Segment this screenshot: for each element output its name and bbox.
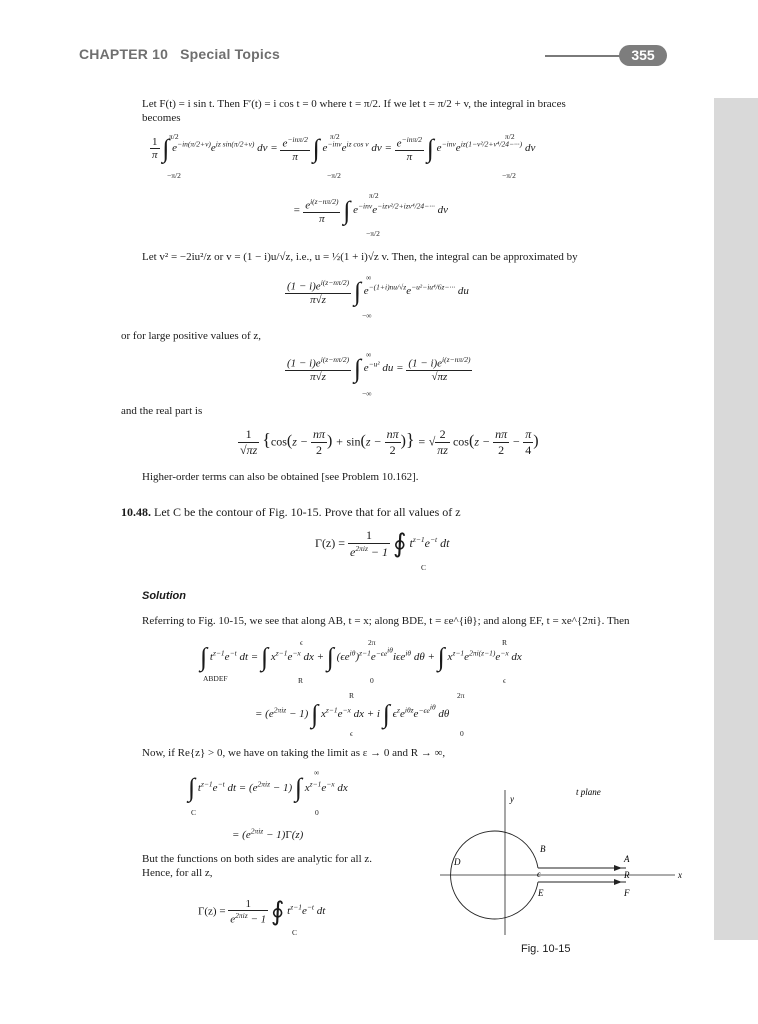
label-e: E bbox=[538, 888, 544, 898]
real-part-text: and the real part is bbox=[121, 405, 203, 417]
final-equation-visual: Γ(z) = $\frac{1}{e^{2\pi iz} - 1}$ ∮ $t^{z-1}e^{-t}$ dt bbox=[198, 896, 326, 926]
let-v-squared-text: Let v² = −2iu²/z or v = (1 − i)u/√z, i.e., u = ½(1 + i)√z v. Then, the integral can be approximated by bbox=[142, 251, 578, 263]
chapter-label: CHAPTER 10 bbox=[79, 46, 169, 62]
abdef-equation-2-visual: = $(e^{2\pi iz} - 1)$ ∫ $x^{z-1}e^{-x}$ dx + i ∫ $\epsilon^ze^{i\theta z}e^{-\epsilon e^{i\theta}}$ dθ bbox=[255, 699, 450, 729]
intro-paragraph bbox=[142, 97, 672, 125]
problem-number: 10.48. bbox=[121, 505, 151, 519]
header-rule bbox=[545, 55, 625, 57]
equation-4-visual: $\frac{(1 - i)e^{i(z-n\pi/2)}}{\pi√z}$ ∫ $e^{-u^2}$ du = $\frac{(1 - i)e^{i(z-n\pi/2)}}{√\pi z}$ bbox=[287, 353, 471, 383]
label-y: y bbox=[510, 794, 514, 804]
limit-equation-2-visual: = $(e^{2\pi iz} - 1)\Gamma(z)$ bbox=[232, 826, 304, 841]
intro-line-1: Let F(t) = i sin t. Then F′(t) = i cos t = 0 where t = π/2. If we let t = π/2 + v, the integral in braces bbox=[142, 98, 566, 110]
arrow-ef bbox=[614, 879, 622, 885]
analytic-line-1: But the functions on both sides are analytic for all z. bbox=[142, 853, 373, 865]
referring-text: Referring to Fig. 10-15, we see that along AB, t = x; along BDE, t = εe^{iθ}; and along EF, t = xe^{2πi}. Then bbox=[142, 615, 630, 627]
eq1a: 1/ bbox=[0, 1000, 1, 1001]
label-d: D bbox=[454, 857, 461, 867]
limit-text: Now, if Re{z} > 0, we have on taking the limit as ε → 0 and R → ∞, bbox=[142, 747, 446, 759]
label-f: F bbox=[624, 888, 630, 898]
page-number: 355 bbox=[619, 45, 667, 66]
equation-1-visual: $\frac{1}{\pi}$ ∫ $e^{-in(\pi/2+v)}e^{iz sin(\pi/2+v)}$ dv = $\frac{e^{-in\pi/2}}{\pi}$ ∫ $e^{-inv}e^{iz cos v}$ dv = $\frac{e^{-in\pi/2}}{\pi}$ ∫ $e^{-inv}e^{iz(1-v^2/2+v^4/24-\cdot\cdot\cdot)}$ dv bbox=[152, 133, 536, 163]
equation-5-visual: $\frac{1}{√\pi z}$ {cos(z − $\frac{n\pi}{2}$ ) + sin(z − $\frac{n\pi}{2}$ )} = √ $\frac{2}{\pi z}$ cos(z − $\frac{n\pi}{2}$ − $\frac{\pi}{4}$ ) bbox=[240, 427, 539, 457]
analytic-line-2: Hence, for all z, bbox=[142, 867, 213, 879]
arrow-ab bbox=[614, 865, 622, 871]
equation-2-visual: = $\frac{e^{i(z-n\pi/2)}}{\pi}$ ∫ $e^{-inv}e^{-izv^2/2+izv^4/24-\cdot\cdot\cdot}$ dv bbox=[293, 195, 449, 225]
large-z-text: or for large positive values of z, bbox=[121, 330, 262, 342]
chapter-header bbox=[79, 46, 280, 62]
figure-caption: Fig. 10-15 bbox=[521, 943, 571, 955]
label-epsilon: ϵ bbox=[537, 869, 541, 879]
label-a: A bbox=[624, 854, 630, 864]
gamma-definition-visual: Γ(z) = $\frac{1}{e^{2\pi iz} - 1}$ ∮ $t^{z-1}e^{-t}$ dt bbox=[315, 528, 450, 559]
figure-10-15 bbox=[430, 780, 690, 940]
problem-statement: Let C be the contour of Fig. 10-15. Prove that for all values of z bbox=[154, 505, 461, 519]
label-x: x bbox=[678, 870, 682, 880]
chapter-topic: Special Topics bbox=[180, 46, 280, 62]
problem-10-48 bbox=[121, 505, 461, 519]
intro-line-2: becomes bbox=[142, 112, 181, 124]
abdef-equation-1-visual: ∫ $t^{z-1}e^{-t}$ dt = ∫ $x^{z-1}e^{-x}$ dx + ∫ $(\epsilon e^{i\theta})^{z-1}e^{-\epsilon e^{i\theta}}i\epsilon e^{i\theta}$ dθ + ∫ $x^{z-1}e^{2\pi i(z-1)}e^{-x}$ dx bbox=[200, 642, 522, 672]
equation-3-visual: $\frac{(1 - i)e^{i(z-n\pi/2)}}{\pi√z}$ ∫ $e^{-(1+i)nu/√z}e^{-u^2-iu^4/6z-\cdot\cdot\cdot}$ du bbox=[287, 276, 469, 306]
label-r: R bbox=[624, 870, 630, 880]
right-margin-band bbox=[714, 98, 758, 940]
label-b: B bbox=[540, 844, 546, 854]
higher-order-text: Higher-order terms can also be obtained [see Problem 10.162]. bbox=[142, 471, 419, 483]
solution-label: Solution bbox=[142, 590, 186, 602]
analytic-paragraph bbox=[142, 852, 432, 880]
plane-label: t plane bbox=[576, 787, 601, 797]
limit-equation-1-visual: ∫ $t^{z-1}e^{-t}$ dt = $(e^{2\pi iz} - 1)$ ∫ $x^{z-1}e^{-x}$ dx bbox=[188, 773, 348, 802]
equation-source-strings bbox=[0, 1000, 1, 1001]
